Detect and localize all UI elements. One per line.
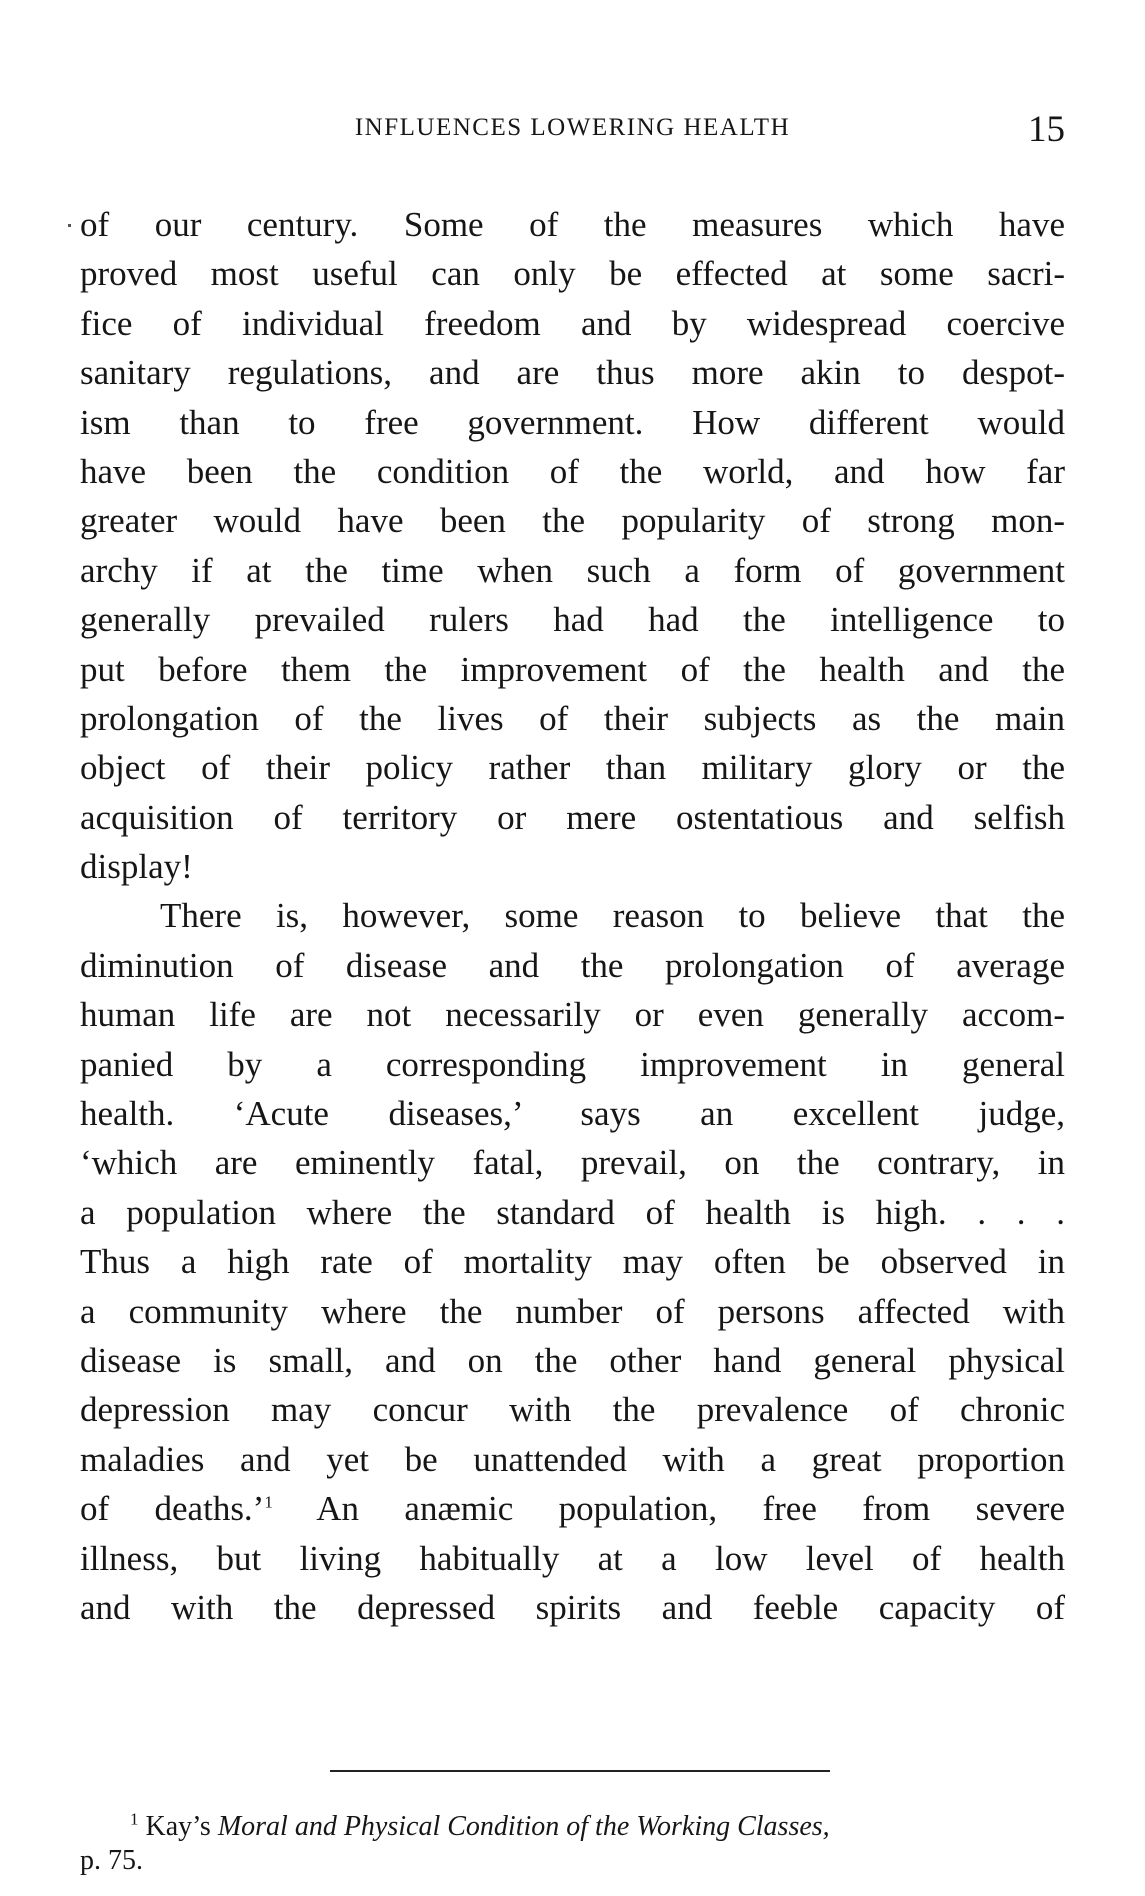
body-line: a community where the number of persons affected with [80,1291,1065,1331]
body-line: health. ‘Acute diseases,’ says an excellent judge, [80,1094,1065,1134]
body-line: and with the depressed spirits and feeble capacity of [80,1587,1065,1627]
body-line: ‘which are eminently fatal, prevail, on the contrary, in [80,1143,1065,1183]
sentence-text: An anæmic population, free from severe [316,1489,1065,1529]
body-line: maladies and yet be unattended with a great proportion [80,1439,1065,1479]
page-number: 15 [1028,109,1065,150]
body-line: generally prevailed rulers had had the intelligence to [80,600,1065,640]
body-text [80,200,1065,1632]
body-line: disease is small, and on the other hand general physical [80,1340,1065,1380]
body-line: display! [80,847,193,887]
footnote-reference: 1 [264,1492,273,1512]
stray-ink-mark [68,224,71,227]
body-line: of our century. Some of the measures which have [80,205,1065,244]
body-line-with-footnote-ref [80,1484,1065,1533]
running-head [80,108,1065,158]
body-line: illness, but living habitually at a low level of health [80,1538,1065,1578]
paragraph-start-line: There is, however, some reason to believe that the [160,896,1065,936]
footnote-marker: 1 [130,1809,139,1829]
body-line: a population where the standard of health is high. . . . [80,1192,1065,1232]
body-line: fice of individual freedom and by widespread coercive [80,303,1065,343]
body-line: Thus a high rate of mortality may often be observed in [80,1242,1065,1282]
footnote-title: Moral and Physical Condition of the Working Classes, [217,1811,830,1842]
body-line: sanitary regulations, and are thus more akin to despot- [80,353,1065,393]
body-line: panied by a corresponding improvement in general [80,1044,1065,1084]
body-line: greater would have been the popularity of strong mon- [80,501,1065,541]
body-line: proved most useful can only be effected at some sacri- [80,254,1065,294]
running-title: INFLUENCES LOWERING HEALTH [354,114,791,141]
footnote-author: Kay’s [145,1811,211,1842]
body-line: diminution of disease and the prolongation of average [80,945,1065,985]
body-line: archy if at the time when such a form of government [80,550,1065,590]
body-line: object of their policy rather than military glory or the [80,748,1065,788]
footnote-divider [330,1770,830,1772]
footnote-line [80,1810,1065,1844]
body-line: acquisition of territory or mere ostentatious and selfish [80,797,1065,837]
footnote-page-ref: p. 75. [80,1845,143,1876]
body-line: human life are not necessarily or even generally accom- [80,995,1065,1035]
footnote [80,1810,1065,1878]
body-line: have been the condition of the world, and how far [80,451,1065,491]
body-line: ism than to free government. How different would [80,402,1065,442]
body-line: depression may concur with the prevalence of chronic [80,1390,1065,1430]
body-line: put before them the improvement of the health and the [80,649,1065,689]
quote-end-text: of deaths.’ [80,1489,265,1529]
body-line: prolongation of the lives of their subjects as the main [80,698,1065,738]
